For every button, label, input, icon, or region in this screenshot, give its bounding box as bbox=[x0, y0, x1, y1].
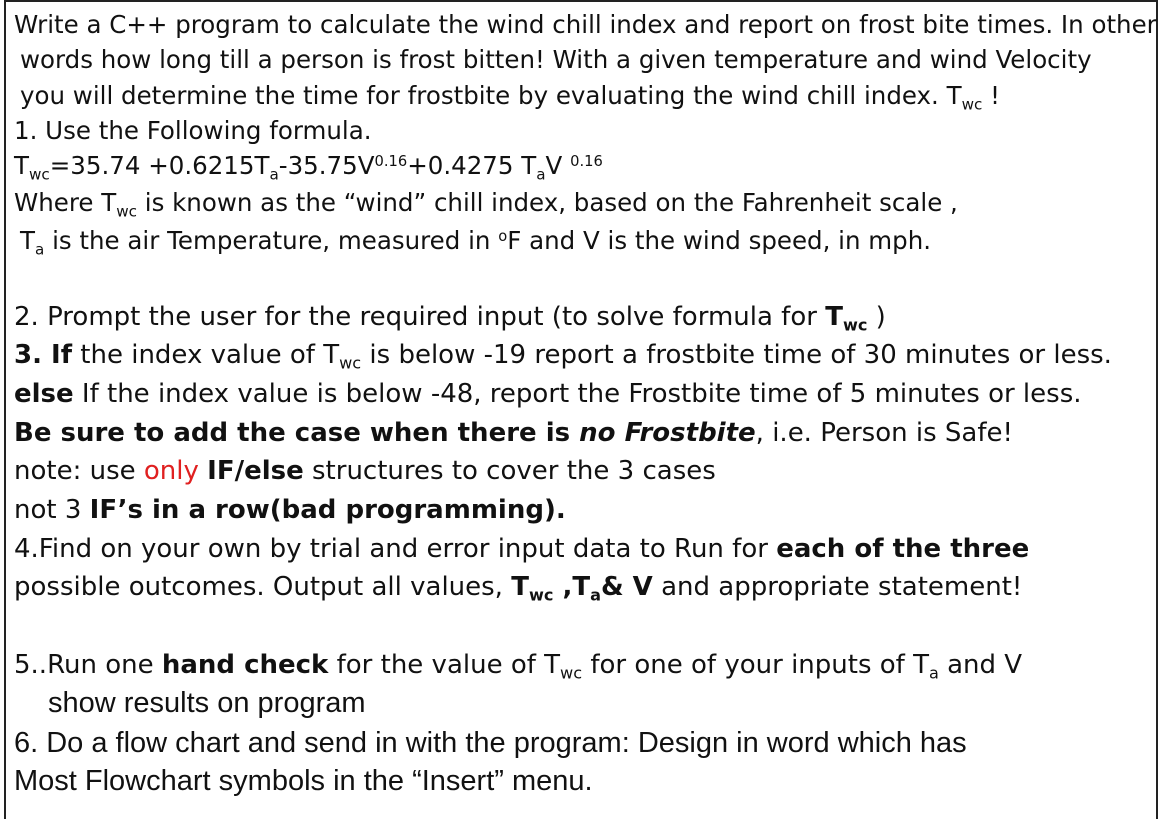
step3-line-1: 3. If the index value of $T_{wc}$ is below -19 report a frostbite time of 30 minutes or less. bbox=[14, 340, 1112, 373]
step1-where: Where $T_{wc}$ is known as the “wind” chill index, based on the Fahrenheit scale , bbox=[14, 188, 958, 221]
step1-title: 1. Use the Following formula. bbox=[14, 116, 372, 145]
intro-line-1: Write a C++ program to calculate the wind chill index and report on frost bite times. In other bbox=[14, 10, 1157, 39]
step4-line-1: 4.Find on your own by trial and error input data to Run for each of the three bbox=[14, 534, 1030, 564]
step2-line: 2. Prompt the user for the required input (to solve formula for $T_{wc}$ ) bbox=[14, 302, 886, 335]
step3-not-line: not 3 IF’s in a row(bad programming). bbox=[14, 495, 566, 525]
intro-line-2: words how long till a person is frost bitten! With a given temperature and wind Velocity bbox=[20, 45, 1092, 74]
step1-formula: $T_{wc}=35.74 +0.6215T_a-35.75V^{0.16}+0.4275$ $T_aV$ $^{0.16}$ bbox=[14, 151, 603, 184]
step6-line-2: Most Flowchart symbols in the “Insert” menu. bbox=[14, 765, 593, 797]
step3-else-line: else If the index value is below -48, report the Frostbite time of 5 minutes or less. bbox=[14, 379, 1082, 409]
step5-line-1: 5..Run one hand check for the value of $T_{wc}$ for one of your inputs of $T_a$ and V bbox=[14, 650, 1023, 683]
step1-ta-definition: $T_a$ is the air Temperature, measured in $^o$F and V is the wind speed, in mph. bbox=[20, 226, 932, 259]
step5-line-2: show results on program bbox=[48, 687, 366, 719]
step3-note-line: note: use only IF/else structures to cover the 3 cases bbox=[14, 456, 716, 486]
intro-line-3: you will determine the time for frostbite by evaluating the wind chill index. $T_{wc}$ ! bbox=[20, 81, 1000, 114]
step3-be-sure-line: Be sure to add the case when there is no Frostbite, i.e. Person is Safe! bbox=[14, 418, 1013, 448]
step6-line-1: 6. Do a flow chart and send in with the program: Design in word which has bbox=[14, 727, 967, 759]
step4-line-2: possible outcomes. Output all values, $T_{wc}$ $,T_a\&$ V and appropriate statement! bbox=[14, 572, 1023, 605]
